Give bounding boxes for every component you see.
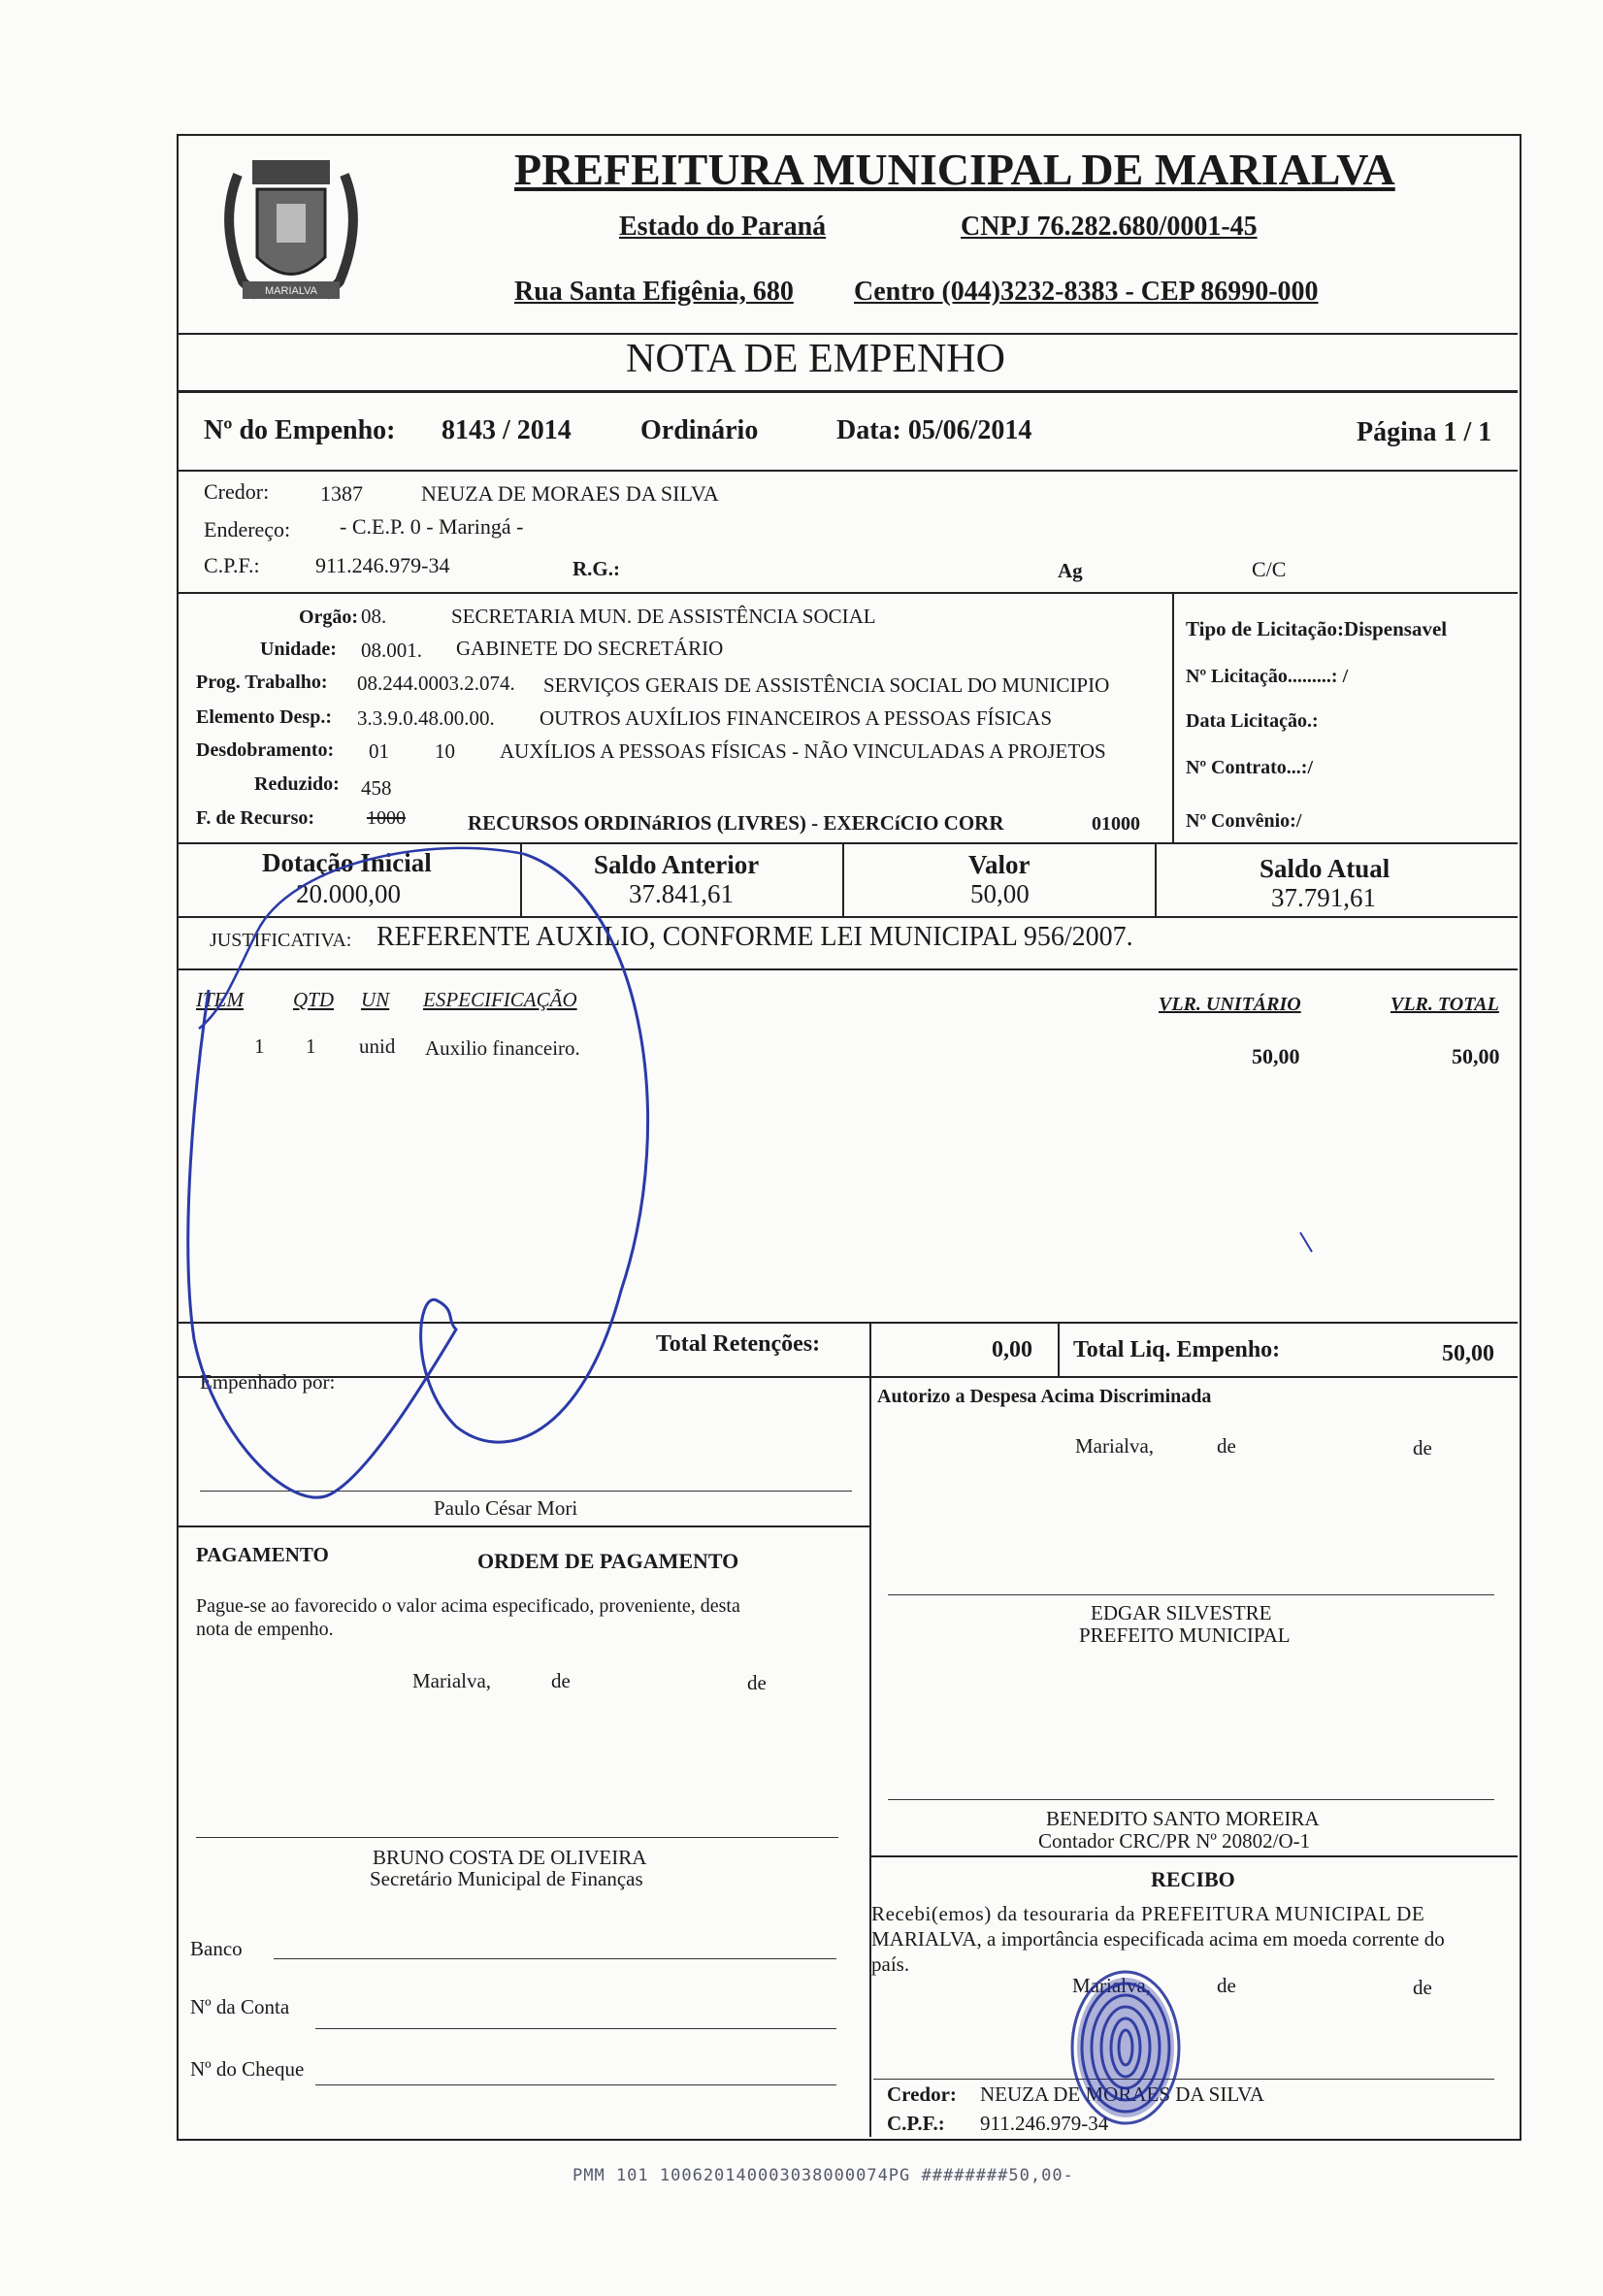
col-header-un: UN: [361, 988, 390, 1011]
divider: [177, 592, 1518, 594]
justificativa-texto: REFERENTE AUXILIO, CONFORME LEI MUNICIPAL 956/2007.: [376, 922, 1133, 952]
signature-line: [200, 1491, 852, 1492]
contato-prefeitura: Centro (044)3232-8383 - CEP 86990-000: [854, 277, 1319, 307]
orgao-codigo: 08.: [361, 605, 387, 628]
elemento-codigo: 3.3.9.0.48.00.00.: [357, 706, 495, 730]
divider: [1058, 1322, 1060, 1376]
data-licitacao: Data Licitação.:: [1186, 710, 1319, 732]
signature-line: [888, 1594, 1494, 1595]
unidade-descricao: GABINETE DO SECRETÁRIO: [456, 637, 724, 660]
secretario-nome: BRUNO COSTA DE OLIVEIRA: [373, 1846, 647, 1869]
recibo-credor-nome: NEUZA DE MORAES DA SILVA: [980, 2083, 1264, 2106]
divider: [177, 1322, 1518, 1324]
contador-nome: BENEDITO SANTO MOREIRA: [1046, 1807, 1320, 1830]
divider: [177, 470, 1518, 472]
divider: [520, 842, 522, 916]
fonte-recurso-label: F. de Recurso:: [196, 807, 315, 829]
row-vlr-unitario: 50,00: [1252, 1044, 1300, 1068]
recibo-texto-3: país.: [871, 1952, 910, 1976]
credor-cpf: 911.246.979-34: [315, 553, 450, 577]
divider: [177, 842, 1518, 844]
reduzido-codigo: 458: [361, 776, 392, 800]
desdobramento-label: Desdobramento:: [196, 739, 335, 761]
numero-licitacao: Nº Licitação.........: /: [1186, 666, 1349, 687]
signature-line: [888, 1799, 1494, 1800]
cheque-field[interactable]: [315, 2084, 836, 2085]
recibo-titulo: RECIBO: [1151, 1867, 1235, 1891]
total-retencoes-label: Total Retenções:: [656, 1331, 821, 1357]
svg-text:MARIALVA: MARIALVA: [265, 285, 317, 297]
signature-line: [873, 2079, 1494, 2080]
prefeito-nome: EDGAR SILVESTRE: [1091, 1601, 1272, 1624]
recibo-de-2: de: [1413, 1976, 1432, 1999]
endereco-label: Endereço:: [204, 517, 291, 541]
autorizo-de-1: de: [1217, 1434, 1236, 1458]
numero-convenio: Nº Convênio:/: [1186, 810, 1302, 832]
total-retencoes-valor: 0,00: [992, 1337, 1032, 1362]
recibo-de-1: de: [1217, 1974, 1236, 1997]
empenho-tipo: Ordinário: [640, 415, 759, 445]
recibo-cpf-label: C.P.F.:: [887, 2112, 945, 2135]
recibo-cpf: 911.246.979-34: [980, 2112, 1109, 2135]
autorizo-marialva: Marialva,: [1075, 1434, 1155, 1458]
col-header-especificacao: ESPECIFICAÇÃO: [423, 988, 577, 1011]
unidade-label: Unidade:: [260, 639, 337, 660]
banco-label: Banco: [190, 1937, 243, 1960]
row-vlr-total: 50,00: [1452, 1044, 1500, 1068]
divider: [177, 1525, 869, 1527]
page-title: PREFEITURA MUNICIPAL DE MARIALVA: [514, 145, 1395, 194]
pagamento-texto-2: nota de empenho.: [196, 1619, 334, 1640]
orgao-label: Orgão:: [299, 607, 359, 628]
saldo-anterior-valor: 37.841,61: [629, 879, 734, 908]
recibo-texto-1: Recebi(emos) da tesouraria da PREFEITURA MUNICIPAL DE: [871, 1902, 1425, 1925]
fonte-recurso-codigo: 1000: [367, 807, 406, 829]
prog-trabalho-label: Prog. Trabalho:: [196, 672, 328, 693]
orgao-descricao: SECRETARIA MUN. DE ASSISTÊNCIA SOCIAL: [451, 605, 876, 628]
pagamento-texto-1: Pague-se ao favorecido o valor acima especificado, proveniente, desta: [196, 1595, 740, 1617]
conta-field[interactable]: [315, 2028, 836, 2029]
credor-codigo: 1387: [320, 481, 363, 506]
rg-label: R.G.:: [572, 557, 620, 580]
empenhado-por-label: Empenhado por:: [200, 1370, 336, 1394]
empenho-data: Data: 05/06/2014: [836, 415, 1032, 445]
signature-line: [196, 1837, 838, 1838]
unidade-codigo: 08.001.: [361, 639, 422, 662]
recibo-marialva: Marialva,: [1072, 1974, 1152, 1997]
col-header-vlr-unitario: VLR. UNITÁRIO: [1159, 994, 1301, 1015]
desdobramento-codigo-1: 01: [369, 739, 389, 763]
divider: [869, 1322, 871, 1376]
banco-field[interactable]: [274, 1958, 836, 1959]
saldo-atual-valor: 37.791,61: [1271, 883, 1376, 912]
pagina-label: Página 1 / 1: [1357, 417, 1492, 447]
valor-label: Valor: [968, 850, 1030, 879]
codigo-rodape: PMM 101 100620140003038000074PG ########50,00-: [572, 2166, 1074, 2185]
divider: [177, 333, 1518, 335]
recibo-credor-label: Credor:: [887, 2083, 957, 2106]
tipo-licitacao: Tipo de Licitação:Dispensavel: [1186, 617, 1448, 640]
pagamento-marialva: Marialva,: [412, 1669, 492, 1692]
empenhado-por-nome: Paulo César Mori: [434, 1496, 578, 1520]
document-title: NOTA DE EMPENHO: [626, 337, 1005, 381]
prog-trabalho-codigo: 08.244.0003.2.074.: [357, 672, 515, 695]
cnpj-label: CNPJ 76.282.680/0001-45: [961, 212, 1258, 242]
divider: [869, 1855, 1518, 1857]
saldo-anterior-label: Saldo Anterior: [594, 850, 760, 879]
total-liquido-label: Total Liq. Empenho:: [1073, 1337, 1281, 1362]
saldo-atual-label: Saldo Atual: [1260, 854, 1390, 883]
recibo-texto-2: MARIALVA, a importância especificada acima em moeda corrente do: [871, 1927, 1445, 1951]
credor-nome: NEUZA DE MORAES DA SILVA: [421, 481, 719, 506]
elemento-descricao: OUTROS AUXÍLIOS FINANCEIROS A PESSOAS FÍSICAS: [540, 706, 1053, 730]
cheque-label: Nº do Cheque: [190, 2057, 305, 2081]
divider: [1172, 592, 1174, 842]
col-header-vlr-total: VLR. TOTAL: [1390, 994, 1499, 1015]
col-header-item: ITEM: [196, 988, 244, 1011]
endereco-prefeitura: Rua Santa Efigênia, 680: [514, 277, 794, 307]
numero-contrato: Nº Contrato...:/: [1186, 757, 1314, 778]
prefeito-cargo: PREFEITO MUNICIPAL: [1079, 1624, 1291, 1647]
credor-endereco: - C.E.P. 0 - Maringá -: [340, 514, 524, 539]
pagamento-de-1: de: [551, 1669, 571, 1692]
empenho-label: Nº do Empenho:: [204, 415, 396, 445]
conta-label: Nº da Conta: [190, 1995, 290, 2018]
ordem-pagamento-label: ORDEM DE PAGAMENTO: [477, 1549, 739, 1573]
contador-cargo: Contador CRC/PR Nº 20802/O-1: [1038, 1829, 1311, 1853]
ag-label: Ag: [1058, 559, 1083, 582]
cc-label: C/C: [1252, 557, 1287, 581]
justificativa-label: JUSTIFICATIVA:: [210, 930, 352, 951]
divider: [869, 1376, 871, 2137]
pagamento-de-2: de: [747, 1671, 767, 1694]
autorizo-despesa: Autorizo a Despesa Acima Discriminada: [877, 1386, 1212, 1407]
reduzido-label: Reduzido:: [254, 773, 340, 795]
total-liquido-valor: 50,00: [1442, 1341, 1494, 1366]
desdobramento-codigo-2: 10: [435, 739, 455, 763]
row-un: unid: [359, 1034, 396, 1058]
fonte-recurso-numero: 01000: [1092, 813, 1140, 835]
empenho-numero: 8143 / 2014: [442, 415, 572, 445]
row-item: 1: [254, 1034, 265, 1058]
divider: [177, 968, 1518, 970]
row-especificacao: Auxilio financeiro.: [425, 1036, 580, 1060]
row-qtd: 1: [306, 1034, 316, 1058]
divider: [842, 842, 844, 916]
divider: [177, 1376, 1518, 1378]
secretario-cargo: Secretário Municipal de Finanças: [370, 1867, 643, 1890]
cpf-label: C.P.F.:: [204, 553, 260, 577]
dotacao-inicial-valor: 20.000,00: [296, 879, 401, 908]
prog-trabalho-descricao: SERVIÇOS GERAIS DE ASSISTÊNCIA SOCIAL DO MUNICIPIO: [543, 673, 1110, 697]
divider: [1155, 842, 1157, 916]
autorizo-de-2: de: [1413, 1436, 1432, 1460]
elemento-label: Elemento Desp.:: [196, 706, 332, 728]
credor-label: Credor:: [204, 479, 270, 504]
divider: [177, 916, 1518, 918]
coat-of-arms-icon: [199, 136, 383, 320]
valor-valor: 50,00: [970, 879, 1030, 908]
estado-label: Estado do Paraná: [619, 212, 827, 242]
dotacao-inicial-label: Dotação Inicial: [262, 848, 432, 877]
fonte-recurso-descricao: RECURSOS ORDINáRIOS (LIVRES) - EXERCíCIO CORR: [468, 811, 1004, 835]
desdobramento-descricao: AUXÍLIOS A PESSOAS FÍSICAS - NÃO VINCULADAS A PROJETOS: [500, 739, 1106, 763]
pagamento-label: PAGAMENTO: [196, 1543, 329, 1566]
col-header-qtd: QTD: [293, 988, 335, 1011]
divider: [177, 390, 1518, 393]
